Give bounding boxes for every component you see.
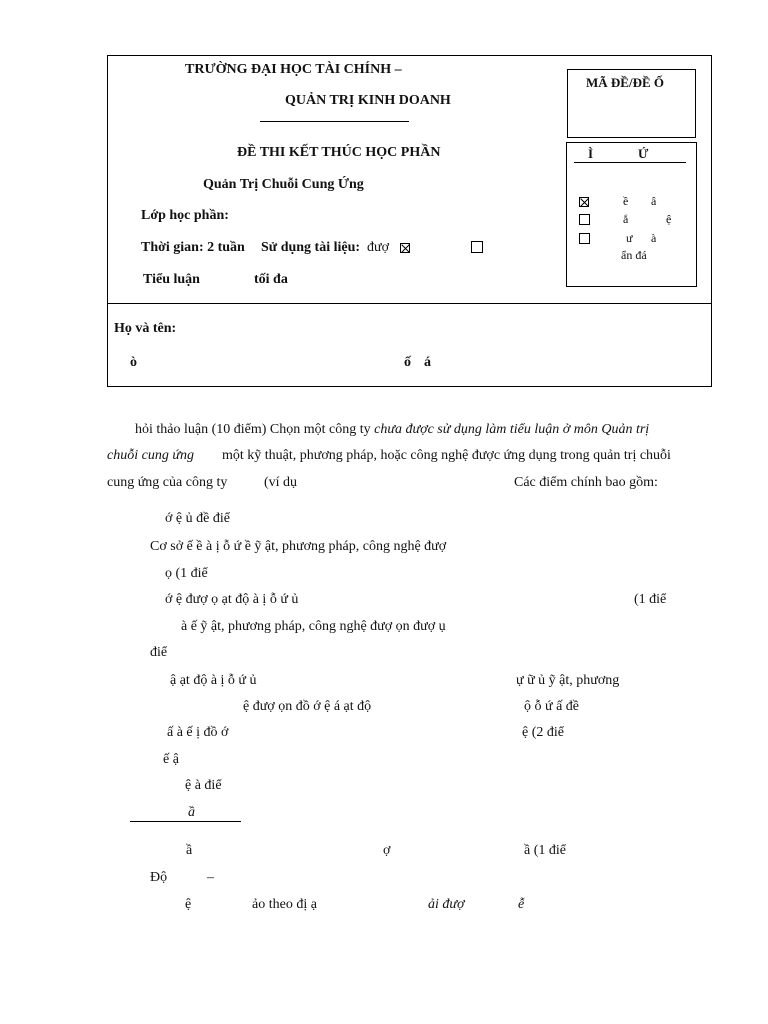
body-line-11: ệ à điể — [185, 778, 222, 793]
body-line-7b: ự ữ ủ ỹ ật, phương — [516, 673, 620, 688]
intro-line3-c: Các điểm chính bao gồm: — [514, 475, 658, 490]
materials-label: Sử dụng tài liệu: — [261, 240, 361, 255]
body-line-3: ọ (1 điể — [165, 566, 208, 581]
intro-line1-a: hỏi thảo luận (10 điểm) Chọn một công ty — [135, 422, 375, 437]
body-line-13a: ầ — [186, 843, 193, 858]
exam-type-option-1-b: â — [651, 194, 657, 208]
intro-line1 — [135, 422, 649, 438]
body-line-15b: ảo theo đị ạ — [252, 897, 317, 912]
body-line-6: điể — [150, 645, 168, 660]
student-row2-mid-b: á — [424, 355, 431, 370]
body-line-14b: – — [207, 870, 214, 885]
exam-type-option-2-a: ắ — [623, 212, 629, 226]
body-line-13b: ợ — [383, 843, 391, 858]
materials-allowed-checkbox[interactable] — [400, 243, 410, 253]
header-divider — [107, 303, 712, 304]
time-label: Thời gian: 2 tuần — [141, 240, 245, 255]
exam-type-option-1-a: ề — [623, 194, 629, 208]
exam-type-option-2-checkbox[interactable] — [579, 214, 590, 225]
university-underline — [260, 121, 409, 122]
exam-type-option-3-b: à — [651, 231, 657, 245]
body-line-7a: ậ ạt độ à ị ỗ ứ ủ — [170, 673, 257, 688]
body-line-8b: ộ ỗ ứ ấ đề — [524, 699, 580, 714]
student-row2-left: ò — [130, 355, 137, 370]
body-line-2: Cơ sở ế ề à ị ỗ ứ ề ỹ ật, phương pháp, công nghệ đượ — [150, 539, 447, 554]
materials-not-allowed-checkbox[interactable] — [471, 241, 483, 253]
exam-type-title-left: Ì — [588, 146, 594, 161]
max-label: tối đa — [254, 272, 288, 287]
exam-type-option-1-checkbox[interactable] — [579, 197, 589, 207]
intro-line2-a: chuỗi cung ứng — [107, 448, 194, 463]
body-line-4b: (1 điể — [634, 592, 667, 607]
exam-code-title: MÃ ĐỀ/ĐỀ Ố — [586, 75, 664, 90]
body-line-1: ớ ệ ủ đề điể — [165, 511, 230, 526]
exam-type-underline — [574, 162, 686, 163]
university-name-line2: QUẢN TRỊ KINH DOANH — [285, 93, 451, 108]
exam-type-title-right: Ứ — [638, 146, 649, 161]
body-line-5: à ế ỹ ật, phương pháp, công nghệ đượ ọn đượ ụ — [181, 619, 446, 634]
university-name-line1: TRƯỜNG ĐẠI HỌC TÀI CHÍNH – — [185, 62, 402, 77]
body-line-4a: ớ ệ đượ ọ ạt độ à ị ỗ ứ ủ — [165, 592, 299, 607]
body-separator-rule — [130, 821, 241, 822]
body-line-8a: ệ đượ ọn đồ ớ ệ á ạt độ — [243, 699, 372, 714]
exam-type-option-3-c: ẩn đá — [621, 248, 647, 262]
form-label: Tiểu luận — [143, 272, 200, 287]
exam-title: ĐỀ THI KẾT THÚC HỌC PHẦN — [237, 145, 441, 160]
exam-type-option-2-b: ệ — [666, 212, 672, 226]
body-line-9a: ấ à ế ị đồ ớ — [167, 725, 229, 740]
class-label: Lớp học phần: — [141, 208, 229, 223]
exam-type-option-3-a: ư — [626, 231, 633, 245]
body-line-15c: ải đượ — [428, 897, 465, 912]
intro-line3-b: (ví dụ — [264, 475, 298, 490]
student-row2-mid-a: ố — [404, 355, 411, 370]
exam-type-option-3-checkbox[interactable] — [579, 233, 590, 244]
course-name: Quản Trị Chuỗi Cung Ứng — [203, 177, 364, 192]
body-line-15a: ệ — [185, 897, 192, 912]
body-line-12: ầ — [188, 805, 195, 820]
body-line-15d: ễ — [518, 897, 525, 912]
intro-line1-b: chưa được sử dụng làm tiểu luận ở môn Quản trị — [374, 422, 650, 437]
body-line-9b: ệ (2 điể — [522, 725, 564, 740]
body-line-13c: ầ (1 điể — [524, 843, 566, 858]
intro-line3-a: cung ứng của công ty — [107, 475, 228, 490]
body-line-10: ế ậ — [163, 752, 179, 767]
intro-line2-b: một kỹ thuật, phương pháp, hoặc công nghệ được ứng dụng trong quản trị chuỗi — [222, 448, 671, 463]
materials-allowed-text: đượ — [367, 240, 389, 255]
student-name-label: Họ và tên: — [114, 321, 177, 336]
body-line-14a: Độ — [150, 870, 168, 885]
